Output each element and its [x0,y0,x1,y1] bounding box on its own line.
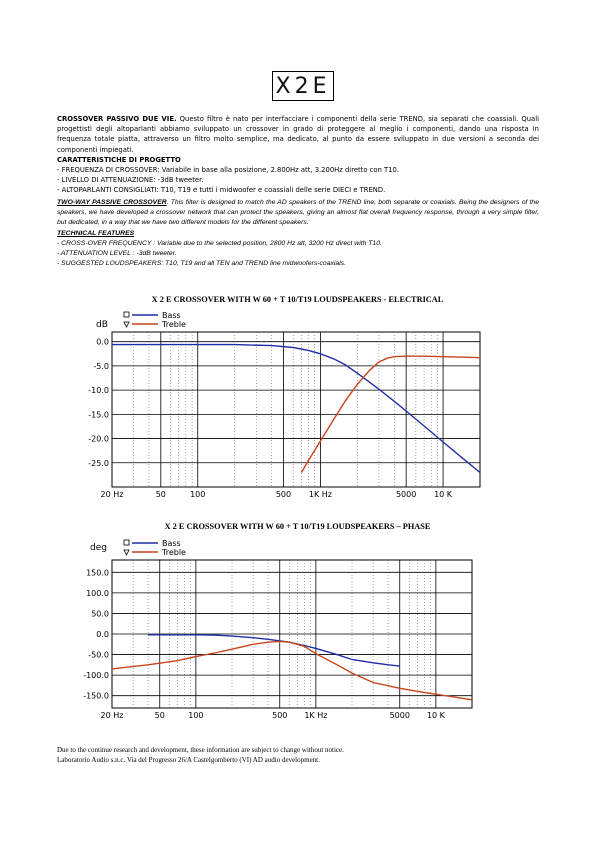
electrical-chart-title: X 2 E CROSSOVER WITH W 60 + T 10/T19 LOUDSPEAKERS - ELECTRICAL [151,295,444,304]
english-heading: TWO-WAY PASSIVE CROSSOVER [57,199,167,206]
y-tick-label: 100.0 [86,588,109,598]
y-tick-label: 50.0 [91,609,109,619]
electrical-response-chart [82,310,492,500]
english-feature-3: - SUGGESTED LOUDSPEAKERS: T10, T19 and all TEN and TREND line midwoofers-coaxials. [57,260,346,268]
y-tick-label: -25.0 [88,458,109,468]
y-tick-label: -100.0 [83,671,109,681]
english-intro: . This filter is designed to match the AD speakers of the TREND line, both separate or coaxials. Being the designers of the speakers, we have developed a crossover network that can protect the speakers, giving an almost flat overall frequency response, through a very simple filter, but dedicated, in a way that we have two different models for the different speakers. [57,199,539,227]
footer-disclaimer: Due to the continue research and development, these information are subject to change without notice. [57,746,344,754]
legend-triangle-marker [124,322,129,327]
english-features-title: TECHNICAL FEATURES [57,229,135,237]
legend-square-marker [124,540,129,545]
legend-label-treble: Treble [162,548,186,557]
x-tick-label: 500 [275,490,292,499]
english-description [57,198,539,269]
x-tick-label: 20 Hz [100,490,124,499]
x-tick-label: 1K Hz [304,711,328,720]
x-tick-label: 50 [154,711,165,720]
phase-chart-title: X 2 E CROSSOVER WITH W 60 + T 10/T19 LOUDSPEAKERS – PHASE [164,522,431,531]
english-feature-1: - CROSS-OVER FREQUENCY : Variable due to the selected position, 2800 Hz att, 3200 Hz direct with T10. [57,239,382,247]
italian-feature-3: - ALTOPARLANTI CONSIGLIATI: T10, T19 e tutti i midwoofer e coassiali delle serie DIECI e TREND. [57,186,386,195]
x-tick-label: 10 K [434,490,453,499]
y-tick-label: 0.0 [96,337,109,347]
y-axis-unit-label: dB [96,320,108,330]
y-tick-label: 150.0 [86,568,109,578]
x-tick-label: 500 [272,711,288,720]
italian-feature-2: - LIVELLO DI ATTENUAZIONE: -3dB tweeter. [57,176,204,185]
y-tick-label: -50.0 [88,650,109,660]
italian-description [57,114,539,196]
italian-feature-1: - FREQUENZA DI CROSSOVER: Variabile in base alla posizione, 2.800Hz att, 3.200Hz diretto con T10. [57,166,399,175]
legend-square-marker [124,312,129,317]
legend-label-bass: Bass [162,311,181,320]
x-tick-label: 50 [155,490,166,499]
plot-frame [112,332,480,487]
y-tick-label: -20.0 [88,434,109,444]
legend-label-bass: Bass [162,539,181,548]
x-tick-label: 5000 [395,490,417,499]
phase-response-chart [82,538,492,720]
italian-heading: CROSSOVER PASSIVO DUE VIE. [57,115,177,123]
y-tick-label: -10.0 [88,386,109,396]
italian-features-title: CARATTERISTICHE DI PROGETTO [57,155,181,164]
y-tick-label: -5.0 [93,361,109,371]
y-tick-label: -15.0 [88,410,109,420]
x-tick-label: 100 [188,711,204,720]
y-axis-unit-label: deg [90,543,107,553]
x-tick-label: 20 Hz [100,711,124,720]
legend-label-treble: Treble [162,320,186,329]
footer [57,745,344,765]
y-tick-label: 0.0 [96,630,109,639]
italian-intro: Questo filtro è nato per interfacciare i componenti della serie TREND, sia separati che coassiali. Quali progettisti degli altoparlanti abbiamo sviluppato un crossover in grado di proteggere al meglio i componenti, dando una risposta in frequenza totale piatta, attraverso un filtro molto semplice, ma dedicato, al punto da essere sviluppato in due versioni a seconda dei componenti impiegati. [57,115,539,154]
legend-triangle-marker [124,550,129,555]
product-logo: X2E [272,71,334,101]
x-tick-label: 10 K [426,711,445,720]
footer-company: Laboratorio Audio s.n.c. Via del Progresso 26/A Castelgomberto (VI) AD audio development. [57,756,320,764]
x-tick-label: 5000 [389,711,410,720]
english-feature-2: - ATTENUATION LEVEL : -3dB tweeter. [57,250,177,258]
x-tick-label: 1K Hz [308,490,332,499]
x-tick-label: 100 [190,490,206,499]
y-tick-label: -150.0 [83,691,109,701]
